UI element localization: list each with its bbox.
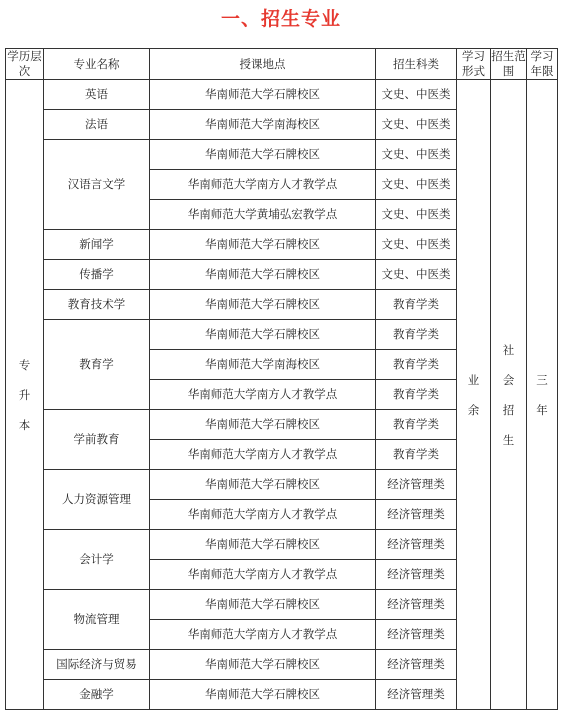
duration-cell <box>527 80 558 710</box>
majors-table <box>5 48 558 710</box>
location-cell: 华南师范大学南方人才教学点 <box>150 170 376 200</box>
scope-value: 社会招生 <box>502 342 515 447</box>
category-cell: 经济管理类 <box>376 560 457 590</box>
major-name-cell: 会计学 <box>44 530 150 590</box>
location-cell: 华南师范大学南方人才教学点 <box>150 620 376 650</box>
category-cell: 文史、中医类 <box>376 140 457 170</box>
location-cell: 华南师范大学黄埔弘宏教学点 <box>150 200 376 230</box>
location-cell: 华南师范大学南方人才教学点 <box>150 380 376 410</box>
major-name-cell: 学前教育 <box>44 410 150 470</box>
category-cell: 教育学类 <box>376 320 457 350</box>
location-cell: 华南师范大学石牌校区 <box>150 410 376 440</box>
location-cell: 华南师范大学南海校区 <box>150 110 376 140</box>
location-cell: 华南师范大学南方人才教学点 <box>150 500 376 530</box>
location-cell: 华南师范大学石牌校区 <box>150 290 376 320</box>
location-cell: 华南师范大学石牌校区 <box>150 530 376 560</box>
location-cell: 华南师范大学石牌校区 <box>150 140 376 170</box>
category-cell: 经济管理类 <box>376 650 457 680</box>
category-cell: 经济管理类 <box>376 620 457 650</box>
category-cell: 文史、中医类 <box>376 230 457 260</box>
category-cell: 经济管理类 <box>376 470 457 500</box>
header-major: 专业名称 <box>44 49 150 80</box>
header-location: 授课地点 <box>150 49 376 80</box>
major-name-cell: 英语 <box>44 80 150 110</box>
category-cell: 文史、中医类 <box>376 80 457 110</box>
category-cell: 文史、中医类 <box>376 200 457 230</box>
category-cell: 教育学类 <box>376 380 457 410</box>
category-cell: 文史、中医类 <box>376 170 457 200</box>
header-category: 招生科类 <box>376 49 457 80</box>
location-cell: 华南师范大学南海校区 <box>150 350 376 380</box>
major-name-cell: 传播学 <box>44 260 150 290</box>
location-cell: 华南师范大学石牌校区 <box>150 80 376 110</box>
level-cell <box>6 80 44 710</box>
major-name-cell: 汉语言文学 <box>44 140 150 230</box>
table-body <box>6 80 558 710</box>
table-row <box>6 80 558 110</box>
major-name-cell: 教育技术学 <box>44 290 150 320</box>
header-scope: 招生范围 <box>491 49 526 78</box>
header-level: 学历层次 <box>7 49 42 78</box>
form-cell <box>457 80 491 710</box>
form-value: 业余 <box>467 372 480 417</box>
location-cell: 华南师范大学石牌校区 <box>150 260 376 290</box>
category-cell: 经济管理类 <box>376 680 457 710</box>
category-cell: 教育学类 <box>376 440 457 470</box>
category-cell: 经济管理类 <box>376 530 457 560</box>
page-title: 一、招生专业 <box>220 8 341 30</box>
header-row <box>6 49 558 80</box>
major-name-cell: 新闻学 <box>44 230 150 260</box>
header-form: 学习形式 <box>457 49 491 80</box>
duration-value: 三年 <box>536 372 548 417</box>
category-cell: 经济管理类 <box>376 500 457 530</box>
scope-cell <box>491 80 527 710</box>
location-cell: 华南师范大学南方人才教学点 <box>150 440 376 470</box>
major-name-cell: 人力资源管理 <box>44 470 150 530</box>
major-name-cell: 国际经济与贸易 <box>44 650 150 680</box>
level-value: 专升本 <box>18 357 31 432</box>
category-cell: 教育学类 <box>376 350 457 380</box>
category-cell: 文史、中医类 <box>376 110 457 140</box>
major-name-cell: 金融学 <box>44 680 150 710</box>
header-duration: 学习年限 <box>527 49 558 80</box>
category-cell: 文史、中医类 <box>376 260 457 290</box>
location-cell: 华南师范大学石牌校区 <box>150 230 376 260</box>
major-name-cell: 物流管理 <box>44 590 150 650</box>
category-cell: 经济管理类 <box>376 590 457 620</box>
location-cell: 华南师范大学石牌校区 <box>150 320 376 350</box>
location-cell: 华南师范大学石牌校区 <box>150 470 376 500</box>
category-cell: 教育学类 <box>376 290 457 320</box>
location-cell: 华南师范大学石牌校区 <box>150 680 376 710</box>
major-name-cell: 法语 <box>44 110 150 140</box>
major-name-cell: 教育学 <box>44 320 150 410</box>
location-cell: 华南师范大学石牌校区 <box>150 650 376 680</box>
location-cell: 华南师范大学石牌校区 <box>150 590 376 620</box>
category-cell: 教育学类 <box>376 410 457 440</box>
location-cell: 华南师范大学南方人才教学点 <box>150 560 376 590</box>
